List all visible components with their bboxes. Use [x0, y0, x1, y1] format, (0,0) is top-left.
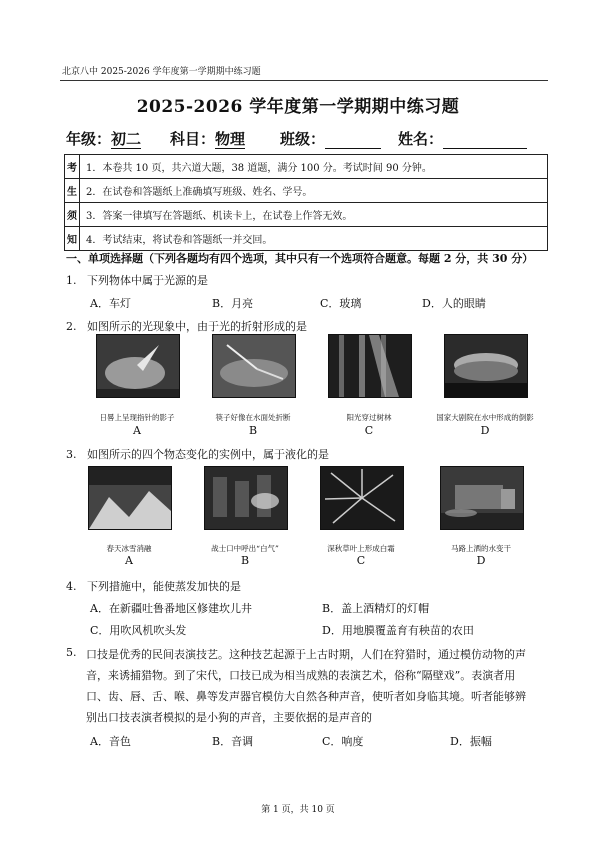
q2-caption-d: 国家大剧院在水中形成的倒影	[436, 413, 534, 422]
q4-option-a[interactable]: A．在新疆吐鲁番地区修建坎儿井	[90, 602, 252, 615]
question-3	[66, 446, 329, 462]
subject-value: 物理	[215, 130, 246, 148]
question-number: 2.	[66, 320, 77, 333]
q4-option-c[interactable]: C．用吹风机吹头发	[90, 624, 187, 637]
notice-line: 1．本卷共 10 页，共六道大题，38 道题，满分 100 分。考试时间 90 分钟。	[80, 155, 548, 179]
notice-label: 考	[65, 155, 80, 179]
q5-option-b[interactable]: B．音调	[212, 735, 254, 748]
grade-label: 年级：	[66, 130, 112, 148]
question-5-line: 音，来诱捕猎物。到了宋代，口技已成为相当成熟的表演艺术，俗称“隔壁戏”。表演者用	[86, 669, 516, 682]
class-field	[280, 128, 381, 149]
melting-snow-photo	[88, 466, 172, 530]
q2-letter-a[interactable]: A	[133, 424, 141, 437]
notice-label: 知	[65, 227, 80, 251]
question-text: 下列措施中，能使蒸发加快的是	[87, 580, 241, 593]
q2-letter-b[interactable]: B	[248, 424, 258, 437]
name-label: 姓名：	[398, 130, 444, 148]
notice-line: 2．在试卷和答题纸上准确填写班级、姓名、学号。	[80, 179, 548, 203]
name-field	[398, 128, 527, 149]
question-number: 4.	[66, 580, 77, 593]
section-heading: 一、单项选择题（下列各题均有四个选项，其中只有一个选项符合题意。每题 2 分，共 30 分）	[66, 252, 534, 265]
question-text: 下列物体中属于光源的是	[87, 274, 208, 287]
question-text: 如图所示的光现象中，由于光的折射形成的是	[87, 320, 307, 333]
question-number: 3.	[66, 448, 77, 461]
question-5-number: 5.	[66, 646, 77, 659]
notice-line: 3．答案一律填写在答题纸、机读卡上，在试卷上作答无效。	[80, 203, 548, 227]
q2-caption-a: 日晷上呈现指针的影子	[99, 413, 175, 422]
q1-option-a[interactable]: A．车灯	[90, 297, 131, 310]
question-5-line: 别出口技表演者模拟的是小狗的声音，主要依据的是声音的	[86, 711, 372, 724]
soldier-breath-photo	[204, 466, 288, 530]
header-divider	[60, 80, 548, 81]
question-text: 如图所示的四个物态变化的实例中，属于液化的是	[87, 448, 329, 461]
q3-caption-a: 春天冰雪消融	[106, 544, 152, 553]
forest-sunlight-photo	[328, 334, 412, 398]
grade-value: 初二	[111, 130, 142, 148]
grade-field	[66, 128, 141, 149]
question-5-line: 口技是优秀的民间表演技艺。这种技艺起源于上古时期，人们在狩猎时，通过模仿动物的声	[86, 648, 526, 661]
q3-caption-d: 马路上洒的水变干	[451, 544, 511, 553]
frost-grass-photo	[320, 466, 404, 530]
page-footer: 第 1 页，共 10 页	[261, 805, 335, 815]
q3-letter-c[interactable]: C	[356, 554, 366, 567]
q4-option-d[interactable]: D．用地膜覆盖育有秧苗的农田	[322, 624, 474, 637]
running-header: 北京八中 2025-2026 学年度第一学期期中练习题	[62, 67, 261, 77]
q5-option-d[interactable]: D．振幅	[450, 735, 492, 748]
class-blank	[325, 134, 381, 149]
theater-reflection-photo	[444, 334, 528, 398]
q5-option-a[interactable]: A．音色	[90, 735, 131, 748]
chopsticks-photo	[212, 334, 296, 398]
q3-letter-a[interactable]: A	[125, 554, 133, 567]
q2-caption-b: 筷子好像在水面处折断	[215, 413, 291, 422]
q4-option-b[interactable]: B．盖上酒精灯的灯帽	[322, 602, 430, 615]
notice-label: 生	[65, 179, 80, 203]
question-5-line: 口、齿、唇、舌、喉、鼻等发声器官模仿大自然各种声音，使听者如身临其境。听者能够辨	[86, 690, 526, 703]
sundial-photo	[96, 334, 180, 398]
question-number: 1.	[66, 274, 77, 287]
q2-letter-d[interactable]: D	[480, 424, 490, 437]
page-title: 2025-2026 学年度第一学期期中练习题	[136, 97, 460, 117]
q3-caption-c: 深秋草叶上形成白霜	[327, 544, 395, 553]
street-sprinkler-photo	[440, 466, 524, 530]
question-2	[66, 318, 307, 334]
class-label: 班级：	[280, 130, 326, 148]
q5-option-c[interactable]: C．响度	[322, 735, 364, 748]
question-1	[66, 272, 208, 288]
q2-letter-c[interactable]: C	[364, 424, 374, 437]
q1-option-b[interactable]: B．月亮	[212, 297, 254, 310]
q1-option-d[interactable]: D．人的眼睛	[422, 297, 486, 310]
q3-letter-d[interactable]: D	[476, 554, 486, 567]
name-blank	[443, 134, 527, 149]
q3-letter-b[interactable]: B	[240, 554, 250, 567]
q2-caption-c: 阳光穿过树林	[346, 413, 392, 422]
subject-field	[170, 128, 245, 149]
q3-caption-b: 战士口中呼出“白气”	[211, 544, 279, 553]
q1-option-c[interactable]: C．玻璃	[320, 297, 362, 310]
exam-notice-table	[64, 154, 548, 251]
subject-label: 科目：	[170, 130, 216, 148]
question-4	[66, 578, 241, 594]
notice-line: 4．考试结束，将试卷和答题纸一并交回。	[80, 227, 548, 251]
notice-label: 须	[65, 203, 80, 227]
